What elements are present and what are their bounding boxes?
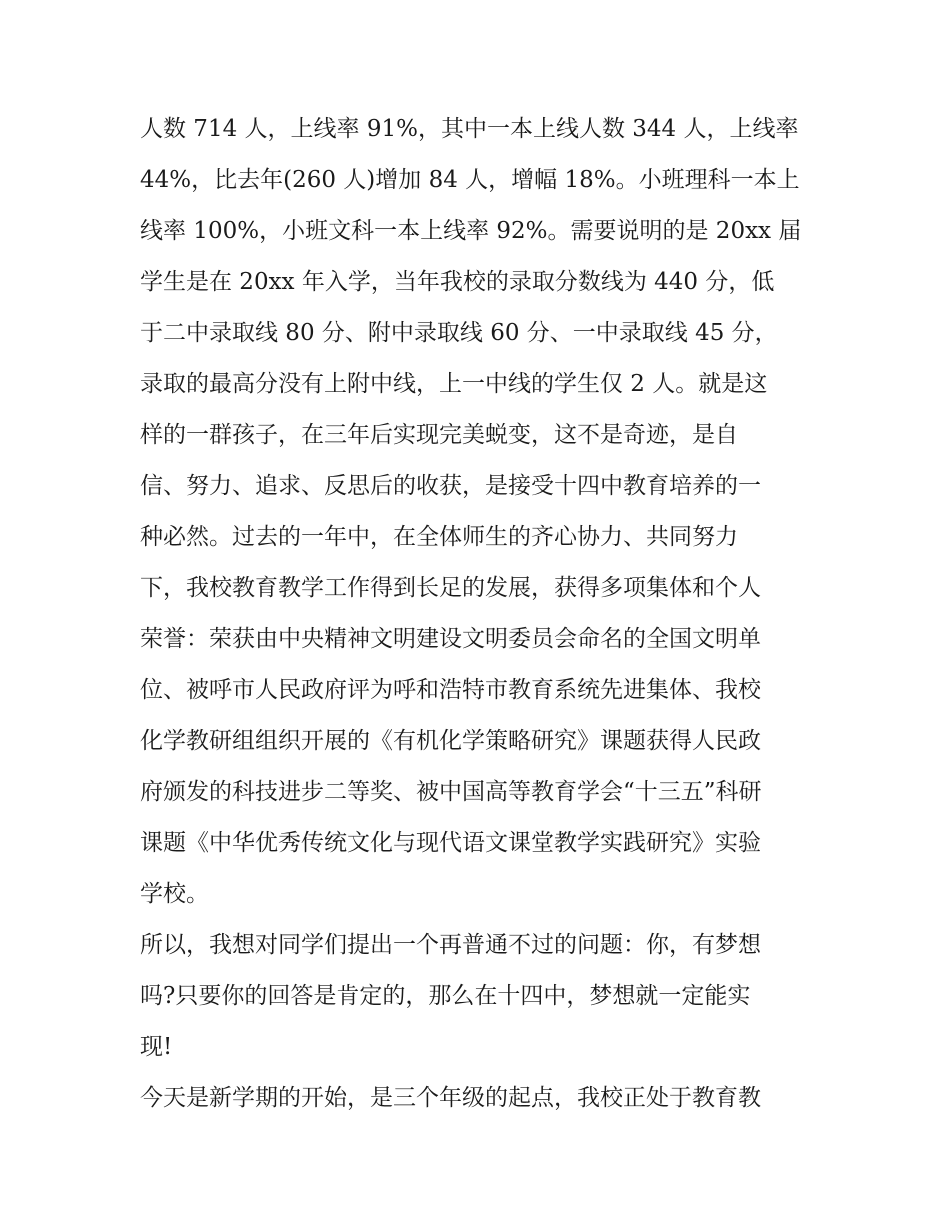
text-line: 课题《中华优秀传统文化与现代语文课堂教学实践研究》实验: [140, 830, 761, 856]
text-line: 线率 100%，小班文科一本上线率 92%。需要说明的是 20xx 届: [140, 218, 802, 244]
text-line: 学校。: [140, 881, 209, 907]
body-text: [140, 104, 820, 1124]
text-line: 学生是在 20xx 年入学，当年我校的录取分数线为 440 分，低: [140, 269, 775, 295]
text-line: 吗?只要你的回答是肯定的，那么在十四中，梦想就一定能实: [140, 983, 751, 1009]
text-line: 荣誉：荣获由中央精神文明建设文明委员会命名的全国文明单: [140, 626, 761, 652]
text-line: 人数 714 人，上线率 91%，其中一本上线人数 344 人，上线率: [140, 116, 799, 142]
text-line: 化学教研组组织开展的《有机化学策略研究》课题获得人民政: [140, 728, 761, 754]
text-line: 录取的最高分没有上附中线，上一中线的学生仅 2 人。就是这: [140, 371, 768, 397]
text-line: 府颁发的科技进步二等奖、被中国高等教育学会“十三五”科研: [140, 779, 762, 805]
text-line: 于二中录取线 80 分、附中录取线 60 分、一中录取线 45 分，: [140, 320, 778, 346]
text-line: 今天是新学期的开始，是三个年级的起点，我校正处于教育教: [140, 1085, 761, 1111]
text-line: 所以，我想对同学们提出一个再普通不过的问题：你，有梦想: [140, 932, 761, 958]
text-line: 下，我校教育教学工作得到长足的发展，获得多项集体和个人: [140, 575, 761, 601]
text-line: 样的一群孩子，在三年后实现完美蜕变，这不是奇迹，是自: [140, 422, 738, 448]
text-line: 信、努力、追求、反思后的收获，是接受十四中教育培养的一: [140, 473, 761, 499]
text-line: 种必然。过去的一年中，在全体师生的齐心协力、共同努力: [140, 524, 738, 550]
text-line: 位、被呼市人民政府评为呼和浩特市教育系统先进集体、我校: [140, 677, 761, 703]
text-line: 44%，比去年(260 人)增加 84 人，增幅 18%。小班理科一本上: [140, 167, 800, 193]
text-line: 现!: [140, 1034, 173, 1060]
